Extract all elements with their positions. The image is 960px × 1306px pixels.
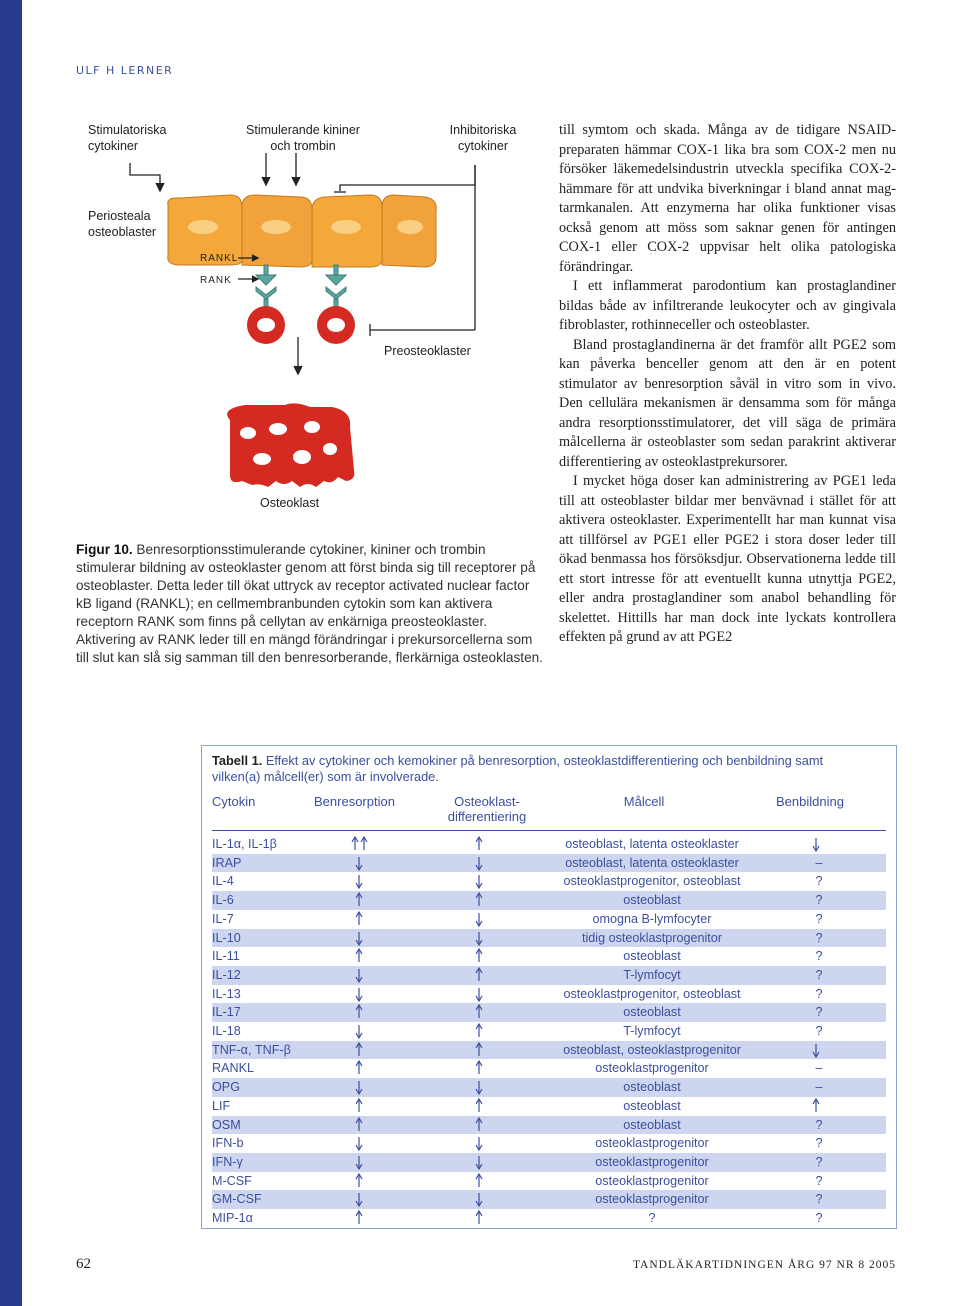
arrow-down-icon bbox=[474, 1154, 490, 1171]
header-benbildning: Benbildning bbox=[776, 794, 844, 809]
caption-figure-number: Figur 10. bbox=[76, 542, 133, 557]
cell-malcell: osteoblast bbox=[623, 949, 681, 964]
cell-malcell: osteoblast bbox=[623, 1098, 681, 1113]
header-malcell: Målcell bbox=[623, 794, 665, 809]
cell-malcell: osteoblast, latenta osteoklaster bbox=[565, 855, 739, 870]
cell-cytokin: TNF-α, TNF-β bbox=[212, 1042, 291, 1057]
arrow-down-icon bbox=[354, 930, 370, 947]
left-margin-bar bbox=[0, 0, 22, 1306]
arrow-up-icon bbox=[354, 911, 370, 928]
table-row bbox=[212, 1190, 886, 1209]
table-row bbox=[212, 1059, 886, 1078]
cell-malcell: osteoklastprogenitor bbox=[595, 1136, 709, 1151]
arrow-up-icon bbox=[354, 1210, 370, 1227]
arrow-up-icon bbox=[350, 836, 366, 853]
cell-malcell: osteoblast bbox=[623, 1117, 681, 1132]
arrow-up-icon bbox=[354, 1042, 370, 1059]
label-periosteal-osteoblasts: Periosteala osteoblaster bbox=[88, 209, 157, 239]
cell-benbildning: ? bbox=[815, 1192, 823, 1207]
cell-malcell: osteoklastprogenitor bbox=[595, 1061, 709, 1076]
arrow-down-icon bbox=[354, 967, 370, 984]
cell-benbildning: ? bbox=[815, 1024, 823, 1038]
cell-cytokin: IL-1α, IL-1β bbox=[212, 837, 277, 851]
header-cytokin: Cytokin bbox=[212, 794, 256, 809]
paragraph-2: I ett inflammerat parodontium kan prostaglandiner bildas både av infiltrerande leukocyter och av gingivala fibroblaster, rothinneceller och osteoblaster. bbox=[559, 278, 896, 333]
table-title bbox=[212, 753, 872, 785]
arrow-up-icon bbox=[354, 892, 370, 909]
arrow-up-icon bbox=[474, 948, 490, 965]
cell-benbildning: ? bbox=[815, 874, 823, 889]
cell-malcell: omogna B-lymfocyter bbox=[592, 911, 712, 926]
arrow-up-icon bbox=[474, 1023, 490, 1040]
cell-benbildning: ? bbox=[815, 949, 823, 964]
cell-benbildning: ? bbox=[815, 1154, 823, 1169]
body-column bbox=[559, 121, 896, 648]
table-title-label: Tabell 1. bbox=[212, 753, 263, 768]
arrow-down-icon bbox=[474, 911, 490, 928]
osteoclast-cell bbox=[227, 403, 354, 487]
arrow-down-icon bbox=[354, 986, 370, 1003]
journal-footer: TANDLÄKARTIDNINGEN ÅRG 97 NR 8 2005 bbox=[632, 1259, 896, 1271]
cell-benbildning: ? bbox=[815, 1005, 823, 1020]
arrow-down-icon bbox=[811, 836, 827, 853]
arrow-down-icon bbox=[354, 1154, 370, 1171]
arrow-down-icon bbox=[354, 1023, 370, 1040]
cell-cytokin: IL-10 bbox=[212, 930, 241, 945]
cell-cytokin: IL-18 bbox=[212, 1024, 241, 1038]
arrow-up-icon bbox=[354, 1117, 370, 1134]
page-number: 62 bbox=[76, 1256, 91, 1272]
label-rankl: RANKL bbox=[200, 253, 239, 264]
cell-benbildning: ? bbox=[815, 1136, 823, 1151]
cell-cytokin: IFN-b bbox=[212, 1136, 244, 1151]
table-row bbox=[212, 1097, 886, 1116]
cell-malcell: ? bbox=[648, 1211, 656, 1225]
cell-malcell: osteoklastprogenitor, osteoblast bbox=[563, 986, 741, 1001]
arrow-up-icon bbox=[474, 892, 490, 909]
table-row bbox=[212, 854, 886, 873]
table-row bbox=[212, 891, 886, 910]
arrow-down-icon bbox=[474, 873, 490, 890]
cell-benbildning: ? bbox=[815, 986, 823, 1001]
table-row bbox=[212, 1041, 886, 1060]
cell-cytokin: IL-11 bbox=[212, 949, 240, 964]
cell-benbildning: – bbox=[815, 1080, 823, 1095]
cell-cytokin: IL-6 bbox=[212, 893, 234, 908]
paragraph-3: Bland prostaglandinerna är det framför allt PGE2 som kan påverka benceller genom att den är en potent stimulator av benresorption såväl in vitro som in vivo. Den cellulära mekanismen är densamma som för många andra resorptionsstimulatorer, det vill säga de primära målcellerna är osteoblaster som sedan parakrint aktiverar differentiering av osteoklastprekursorer. bbox=[559, 336, 896, 470]
cell-cytokin: M-CSF bbox=[212, 1173, 252, 1188]
running-head: ULF H LERNER bbox=[76, 64, 174, 77]
figure-caption bbox=[76, 541, 544, 667]
cell-malcell: osteoblast, osteoklastprogenitor bbox=[563, 1042, 741, 1057]
arrow-up-icon bbox=[474, 1004, 490, 1021]
cell-malcell: osteoblast bbox=[623, 1005, 681, 1020]
cell-cytokin: OSM bbox=[212, 1117, 241, 1132]
table-row bbox=[212, 1078, 886, 1097]
table-row bbox=[212, 985, 886, 1004]
label-preosteoclasts: Preosteoklaster bbox=[384, 344, 471, 358]
cell-benbildning: ? bbox=[815, 911, 823, 926]
table-row bbox=[212, 1172, 886, 1191]
arrow-down-icon bbox=[811, 1042, 827, 1059]
arrow-up-icon bbox=[474, 1042, 490, 1059]
cell-malcell: tidig osteoklastprogenitor bbox=[581, 930, 722, 945]
figure-illustration bbox=[70, 115, 550, 535]
cell-malcell: osteoblast bbox=[623, 1080, 681, 1095]
cell-cytokin: IL-7 bbox=[212, 911, 234, 926]
paragraph-1: till symtom och skada. Många av de tidigare NSAID-preparaten hämmar COX-1 lika bra som COX-2 men nu försöker läkemedelsindustrin utveckla specifika COX-2-hämmare för att undvika biverkningar i bland annat mag-tarmkanalen. Att enzymerna har olika funktioner visas också genom att möss som saknar genen för antingen COX-1 eller COX-2 uppvisar helt olika patologiska förändringar. bbox=[559, 122, 896, 275]
table-1 bbox=[201, 745, 897, 1229]
table-title-text: Effekt av cytokiner och kemokiner på benresorption, osteoklastdifferentiering och benbildning samt vilken(a) målcell(er) som är involverade. bbox=[212, 753, 824, 784]
cell-cytokin: IFN-γ bbox=[212, 1154, 243, 1169]
table-row bbox=[212, 1153, 886, 1172]
arrow-up-icon bbox=[474, 1117, 490, 1134]
cell-cytokin: IL-12 bbox=[212, 967, 241, 982]
cell-cytokin: IRAP bbox=[212, 855, 242, 870]
cell-cytokin: IL-17 bbox=[212, 1005, 241, 1020]
arrow-down-icon bbox=[474, 1191, 490, 1208]
cell-malcell: osteoklastprogenitor bbox=[595, 1173, 709, 1188]
table-row bbox=[212, 910, 886, 929]
arrow-up-icon bbox=[354, 1173, 370, 1190]
cell-benbildning: ? bbox=[815, 930, 823, 945]
table-row bbox=[212, 1116, 886, 1135]
arrow-down-icon bbox=[474, 930, 490, 947]
arrow-down-icon bbox=[354, 1079, 370, 1096]
table-row bbox=[212, 966, 886, 985]
table-row bbox=[212, 1134, 886, 1153]
label-rank: RANK bbox=[200, 275, 232, 286]
arrow-down-icon bbox=[474, 855, 490, 872]
cell-malcell: osteoklastprogenitor bbox=[595, 1192, 709, 1207]
preosteoclasts bbox=[247, 306, 355, 344]
table-row bbox=[212, 872, 886, 891]
cell-benbildning: ? bbox=[815, 967, 823, 982]
arrow-down-icon bbox=[354, 873, 370, 890]
arrow-down-icon bbox=[474, 986, 490, 1003]
table-row bbox=[212, 1022, 886, 1041]
cell-benbildning: – bbox=[815, 855, 823, 870]
cell-malcell: osteoklastprogenitor, osteoblast bbox=[563, 874, 741, 889]
figure-10 bbox=[70, 115, 550, 535]
cell-benbildning: ? bbox=[815, 893, 823, 908]
cell-malcell: T-lymfocyt bbox=[623, 1024, 681, 1038]
cell-malcell: osteoklastprogenitor bbox=[595, 1154, 709, 1169]
table-row bbox=[212, 1209, 886, 1228]
table-row bbox=[212, 929, 886, 948]
cell-cytokin: GM-CSF bbox=[212, 1192, 262, 1207]
arrow-down-icon bbox=[474, 1135, 490, 1152]
header-benresorption: Benresorption bbox=[314, 794, 395, 809]
label-stimulating-kinins: Stimulerande kininer och trombin bbox=[246, 123, 360, 153]
table-row bbox=[212, 947, 886, 966]
arrow-up-icon bbox=[354, 1004, 370, 1021]
cell-cytokin: IL-13 bbox=[212, 986, 241, 1001]
arrow-up-icon bbox=[474, 967, 490, 984]
cell-cytokin: RANKL bbox=[212, 1061, 254, 1076]
cell-cytokin: MIP-1α bbox=[212, 1211, 253, 1225]
label-inhibitory-cytokines: Inhibitoriska cytokiner bbox=[449, 123, 517, 153]
header-rule bbox=[212, 830, 886, 831]
cell-malcell: T-lymfocyt bbox=[623, 967, 681, 982]
rankl-rank-pairs bbox=[256, 265, 346, 307]
arrow-up-icon bbox=[354, 948, 370, 965]
arrow-up-icon bbox=[354, 1060, 370, 1077]
cell-cytokin: OPG bbox=[212, 1080, 240, 1095]
arrow-up-icon bbox=[474, 1098, 490, 1115]
paragraph-4: I mycket höga doser kan administrering av PGE1 leda till att osteoblaster bildar mer benvävnad i stället för att aktivera osteoklaster. Experimentellt har man kunnat visa att tillförsel av PGE1 eller PGE2 i stora doser leder till ökad benmassa hos försöksdjur. Observationerna ledde till ett stort intresse för att eventuellt kunna utnyttja PGE2, eller andra prostaglandiner som anabol behandling för skelettet. Hittills har man dock inte lyckats kontrollera effekten på grund av att PGE2 bbox=[559, 473, 896, 645]
cell-benbildning: – bbox=[815, 1061, 823, 1076]
cell-malcell: osteoblast bbox=[623, 893, 681, 908]
header-osteoklastdiff: Osteoklast- differentiering bbox=[447, 794, 527, 824]
cell-benbildning: ? bbox=[815, 1173, 823, 1188]
caption-text: Benresorptionsstimulerande cytokiner, kininer och trombin stimulerar bildning av osteoklaster genom att först binda sig till receptorer på osteoblaster. Detta leder till ökat uttryck av receptor activated nuclear factor kB ligand (RANKL); en cellmembranbunden cytokin som kan aktivera receptorn RANK som finns på cellytan av enkärniga preosteoklaster. Aktivering av RANK leder till en mängd förändringar i prekursorcellerna som till slut kan slå sig samman till den benresorberande, flerkärniga osteoklasten. bbox=[76, 542, 543, 665]
table-row bbox=[212, 1003, 886, 1022]
cell-benbildning: ? bbox=[815, 1117, 823, 1132]
arrow-down-icon bbox=[354, 1135, 370, 1152]
label-stimulatory-cytokines: Stimulatoriska cytokiner bbox=[88, 123, 167, 153]
cell-malcell: osteoblast, latenta osteoklaster bbox=[565, 837, 739, 851]
arrow-up-icon bbox=[474, 1060, 490, 1077]
table-row bbox=[212, 835, 886, 854]
cell-benbildning: ? bbox=[815, 1211, 823, 1225]
arrow-down-icon bbox=[474, 1079, 490, 1096]
arrow-up-icon bbox=[474, 836, 490, 853]
cell-cytokin: IL-4 bbox=[212, 874, 234, 889]
arrow-down-icon bbox=[354, 855, 370, 872]
arrow-down-icon bbox=[354, 1191, 370, 1208]
label-osteoclast: Osteoklast bbox=[260, 496, 320, 510]
arrow-up-icon bbox=[474, 1210, 490, 1227]
arrow-up-icon bbox=[474, 1173, 490, 1190]
arrow-up-icon bbox=[811, 1098, 827, 1115]
arrow-up-icon bbox=[354, 1098, 370, 1115]
cell-cytokin: LIF bbox=[212, 1098, 231, 1113]
